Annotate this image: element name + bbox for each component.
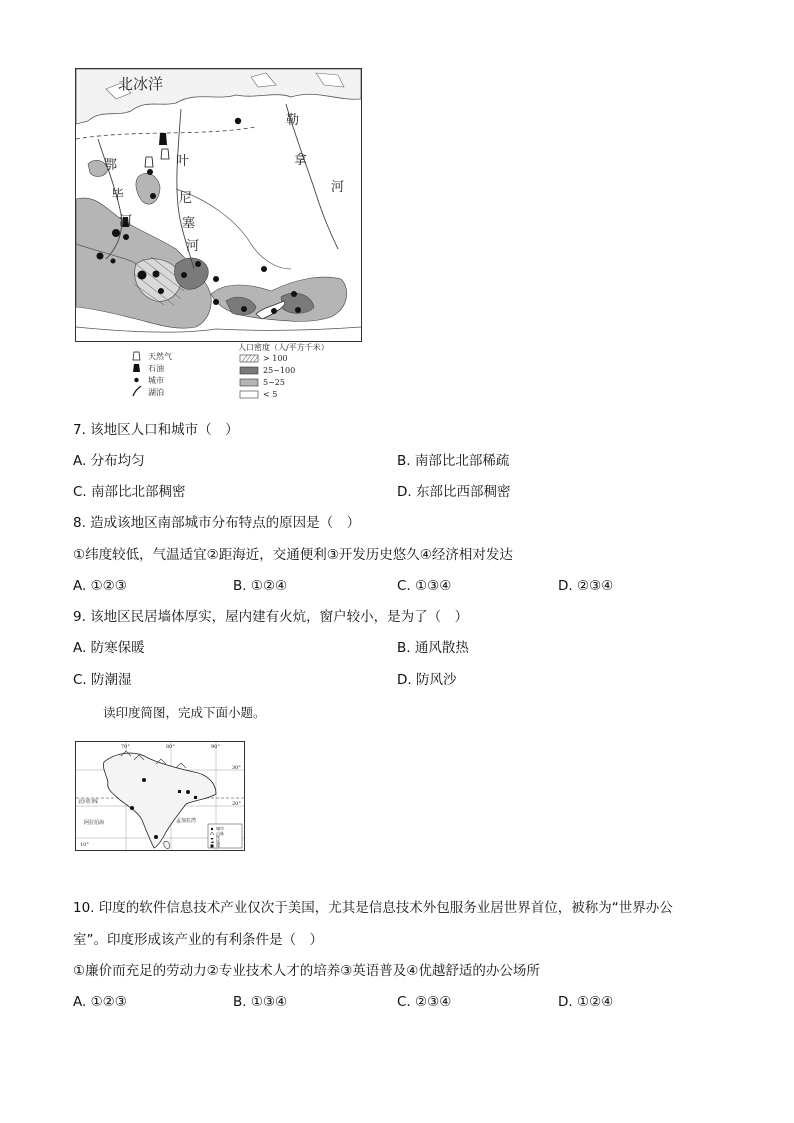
city-dot — [150, 193, 156, 199]
question-10-stem-line2: 室”。印度形成该产业的有利条件是（ ） — [73, 932, 323, 948]
legend-swatch — [240, 379, 258, 386]
bay-of-bengal-label: 孟加拉湾 — [176, 818, 197, 824]
city-dot — [153, 271, 160, 278]
coal-icon — [178, 790, 181, 793]
river-label: 河 — [186, 239, 200, 254]
river-label: 河 — [119, 214, 133, 229]
natural-gas-icon — [145, 157, 153, 167]
city-dot — [213, 299, 219, 305]
legend-label: 山脉 — [216, 831, 224, 836]
population-zone-5-25 — [136, 173, 160, 204]
city-dot — [261, 266, 267, 272]
legend-label: 天然气 — [148, 352, 172, 361]
city-dot — [295, 307, 301, 313]
map2-legend-box — [208, 824, 242, 848]
tropic-label: 北回归线 — [78, 799, 99, 805]
city-dot — [123, 234, 129, 240]
section-intro: 读印度简图，完成下面小题。 — [103, 705, 266, 720]
siberia-map-svg — [76, 69, 361, 341]
question-10-stem-line1: 10. 印度的软件信息技术产业仅次于美国，尤其是信息技术外包服务业居世界首位，被称为“世界办公 — [73, 900, 673, 916]
city-dot — [112, 229, 120, 237]
city-dot-icon — [211, 828, 213, 830]
latitude-label: 10° — [80, 842, 89, 848]
siberia-map — [75, 68, 362, 342]
question-8-reasons: ①纬度较低，气温适宜②距海近，交通便利③开发历史悠久④经济相对发达 — [73, 547, 513, 563]
city-dot — [97, 253, 104, 260]
city-dot — [195, 261, 201, 267]
city-dot — [111, 259, 116, 264]
river-label: 拿 — [294, 153, 308, 168]
legend-label: 锰 — [216, 839, 220, 844]
q9-option-c[interactable]: C. 防潮湿 — [73, 672, 132, 688]
latitude-label: 30° — [232, 765, 241, 771]
city-dot — [181, 272, 187, 278]
legend-label: 铁 — [216, 835, 220, 840]
river-label: 毕 — [111, 188, 125, 203]
city-dot — [158, 288, 164, 294]
longitude-label: 80° — [166, 744, 175, 750]
ocean-label: 北冰洋 — [118, 75, 164, 93]
river-label: 勒 — [286, 113, 300, 128]
river-label: 鄂 — [104, 158, 118, 173]
longitude-label: 70° — [121, 744, 130, 750]
city-dot — [271, 308, 277, 314]
city-dot — [138, 271, 147, 280]
q7-option-d[interactable]: D. 东部比西部稠密 — [397, 484, 511, 500]
legend-swatch — [240, 391, 258, 398]
q10-option-c[interactable]: C. ②③④ — [397, 994, 452, 1010]
legend-title: 人口密度（人/平方千米） — [238, 343, 329, 352]
coal-icon — [211, 845, 214, 848]
legend-label: < 5 — [263, 390, 278, 399]
city-dot-icon — [134, 378, 138, 382]
q7-option-b[interactable]: B. 南部比北部稀疏 — [397, 453, 510, 469]
question-9-stem: 9. 该地区民居墙体厚实，屋内建有火炕，窗户较小，是为了（ ） — [73, 609, 469, 625]
oil-icon — [133, 364, 140, 372]
legend-label: 石油 — [148, 364, 164, 373]
legend-label: 5~25 — [263, 378, 285, 387]
q8-option-a[interactable]: A. ①②③ — [73, 578, 127, 594]
city-dot — [291, 291, 297, 297]
latitude-label: 20° — [232, 801, 241, 807]
region-boundary — [76, 327, 361, 332]
q7-option-c[interactable]: C. 南部比北部稠密 — [73, 484, 186, 500]
q10-option-b[interactable]: B. ①③④ — [233, 994, 288, 1010]
city-dot — [213, 276, 219, 282]
city-dot — [241, 306, 247, 312]
india-map-svg — [76, 742, 244, 850]
natural-gas-icon — [161, 149, 169, 159]
q8-option-b[interactable]: B. ①②④ — [233, 578, 288, 594]
city-dot — [130, 806, 134, 810]
q9-option-a[interactable]: A. 防寒保暖 — [73, 640, 145, 656]
oil-icon — [159, 133, 167, 145]
city-dot — [142, 778, 146, 782]
legend-label: > 100 — [263, 354, 288, 363]
question-10-reasons: ①廉价而充足的劳动力②专业技术人才的培养③英语普及④优越舒适的办公场所 — [73, 963, 540, 979]
india-map — [75, 741, 245, 851]
q9-option-d[interactable]: D. 防风沙 — [397, 672, 457, 688]
q10-option-d[interactable]: D. ①②④ — [558, 994, 614, 1010]
river-label: 塞 — [182, 216, 196, 231]
question-8-stem: 8. 造成该地区南部城市分布特点的原因是（ ） — [73, 515, 361, 531]
q8-option-c[interactable]: C. ①③④ — [397, 578, 452, 594]
longitude-label: 90° — [211, 744, 220, 750]
q7-option-a[interactable]: A. 分布均匀 — [73, 453, 145, 469]
question-7-stem: 7. 该地区人口和城市（ ） — [73, 422, 239, 438]
river-label: 叶 — [176, 154, 190, 169]
legend-label: 25~100 — [263, 366, 296, 375]
coal-icon — [194, 796, 197, 799]
city-dot — [147, 169, 153, 175]
q9-option-b[interactable]: B. 通风散热 — [397, 640, 469, 656]
natural-gas-icon — [133, 352, 140, 360]
city-dot — [154, 835, 158, 839]
map1-legend — [130, 342, 370, 406]
city-dot — [186, 790, 190, 794]
legend-label: 湖泊 — [148, 388, 164, 397]
city-dot — [235, 118, 241, 124]
river-label: 尼 — [179, 191, 193, 206]
legend-label: 煤 — [216, 843, 220, 848]
sri-lanka-outline — [164, 841, 170, 848]
india-outline — [103, 753, 216, 848]
legend-svg — [130, 342, 370, 406]
q8-option-d[interactable]: D. ②③④ — [558, 578, 614, 594]
legend-label: 城市 — [216, 826, 224, 831]
river-label: 河 — [331, 180, 345, 195]
lake-icon — [133, 386, 141, 396]
legend-label: 城市 — [148, 376, 164, 385]
q10-option-a[interactable]: A. ①②③ — [73, 994, 127, 1010]
arabian-sea-label: 阿拉伯海 — [84, 820, 105, 826]
legend-swatch — [240, 367, 258, 374]
